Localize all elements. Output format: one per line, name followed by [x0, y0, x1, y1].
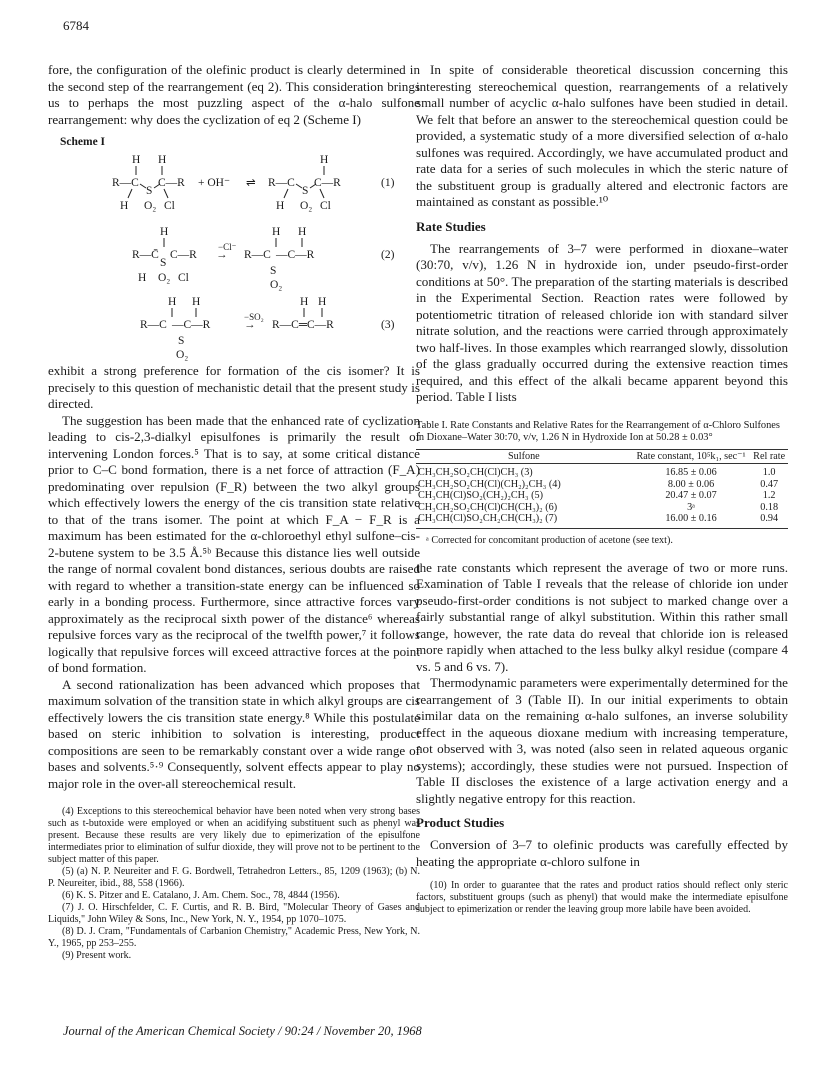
right-paragraph-1: In spite of considerable theoretical discussion concerning this interesting stereochemical question, rearrangements of a relatively small number of acyclic α-halo sulfones have been studied in detail. We felt that before an answer to the stereochemical question could be provided, a systematic study of a more diversified selection of α-halo sulfones was required. Accordingly, we have accumulated product and rate data for a series of such molecules in which the steric nature of the substituent group is gradually altered and electronic factors are maintained as constant as possible.¹⁰ [416, 62, 788, 209]
svg-text:C—R: C—R [158, 177, 185, 189]
table-cell: CH₃CH₂SO₂CH(Cl)CH₃ (3) [418, 467, 533, 479]
right-paragraph-5: Conversion of 3–7 to olefinic products was carefully effected by heating the appropriate α-chloro sulfone in [416, 837, 788, 869]
table-row [416, 490, 788, 502]
svg-text:C—R: C—R [170, 249, 197, 261]
svg-text:R—C═C—R: R—C═C—R [272, 319, 334, 331]
equation-1 [112, 154, 395, 212]
svg-text:H: H [318, 296, 327, 308]
table-cell: 8.00 ± 0.06 [667, 478, 715, 490]
footnote-9: (9) Present work. [62, 950, 132, 961]
svg-text:H: H [160, 226, 169, 238]
svg-text:H: H [320, 154, 329, 166]
table-row [416, 513, 788, 528]
table-cell: CH₃CH(Cl)SO₂(CH₂)₂CH₃ (5) [418, 490, 544, 502]
equation-3-number: (3) [381, 319, 395, 331]
svg-text:Cl: Cl [164, 200, 175, 212]
svg-text:R—C: R—C [112, 177, 139, 189]
svg-text:R—C: R—C [268, 177, 295, 189]
table-cell: 16.85 ± 0.06 [665, 467, 717, 479]
table-cell: 1.0 [762, 467, 776, 479]
right-paragraph-4: Thermodynamic parameters were experimentally determined for the rearrangement of 3 (Table II). In our initial experiments to obtain similar data on the remaining α-halo sulfones, an inverse solubility effect in the aqueous dioxane medium with increasing temperature, not observed with 3, was noted (also seen in related aqueous organic systems); accordingly, these studies were not pursued. Inspection of Table II discloses the existence of a large activation energy and a slightly negative entropy for this reaction. [416, 675, 788, 806]
table-cell: 0.47 [760, 478, 779, 490]
equation-3 [140, 296, 395, 361]
svg-text:→: → [216, 249, 228, 261]
page-number: 6784 [63, 18, 89, 33]
svg-text:S: S [270, 265, 277, 277]
svg-text:R—C: R—C [244, 249, 271, 261]
left-paragraph-4: A second rationalization has been advanced which proposes that maximum solvation of the transition state in which alkyl groups are cis effectively lowers the cis transition state energy.⁸ While this postulate based on steric inhibition to solvation is interesting, product compositions are seen to be remarkably constant over a wide range of bases and solvents.⁵·⁹ Consequently, solvent effects appear to play no major role in the over-all stereochemical result. [48, 676, 421, 791]
right-paragraph-3: the rate constants which represent the average of two or more runs. Examination of Table I reveals that the release of chloride ion under pseudo-first-order conditions is not subject to marked change over a fairly substantial range of alkyl substitution. Within this rather small range, however, the rate data do reveal that chloride ion is released more rapidly when attached to the less bulky alkyl residue (compare 4 vs. 5 and 6 vs. 7). [416, 559, 788, 674]
svg-text:H: H [132, 154, 141, 166]
svg-text:S: S [302, 185, 309, 197]
svg-text:H: H [158, 154, 167, 166]
svg-text:Cl: Cl [320, 200, 331, 212]
left-paragraph-1: fore, the configuration of the olefinic product is clearly determined in the second step of the rearrangement (eq 2). This consideration brings us to perhaps the most puzzling aspect of the α-halo sulfone rearrangement: why does the cyclization of eq 2 (Scheme I) [48, 62, 420, 127]
table-cell: 16.00 ± 0.16 [665, 513, 717, 525]
svg-text:S: S [178, 335, 185, 347]
svg-text:O₂: O₂ [144, 200, 157, 212]
svg-text:H: H [298, 226, 307, 238]
svg-text:O₂: O₂ [176, 349, 189, 361]
table-row [416, 502, 788, 514]
svg-text:⇌: ⇌ [246, 177, 256, 189]
svg-text:—C—R: —C—R [172, 319, 211, 331]
svg-text:H: H [300, 296, 309, 308]
footnote-4: (4) Exceptions to this stereochemical behavior have been noted when very strong bases such as t-butoxide were employed or when an acidifying substituent such as phenyl was present. Because these results are very likely due to epimerization of the episulfone intermediates prior to elimination of sulfur dioxide, they will prove not to be pertinent to the subject matter of this paper. [48, 806, 420, 865]
equation-1-number: (1) [381, 177, 395, 189]
svg-text:R—C̄: R—C̄ [132, 249, 159, 261]
svg-text:O₂: O₂ [158, 272, 171, 284]
svg-text:O₂: O₂ [300, 200, 313, 212]
rate-table [416, 449, 788, 529]
svg-text:C—R: C—R [314, 177, 341, 189]
svg-text:O₂: O₂ [270, 279, 283, 291]
svg-text:H: H [138, 272, 147, 284]
table-cell: CH₃CH₂SO₂CH(Cl)(CH₂)₂CH₃ (4) [418, 478, 561, 490]
footnote-6: (6) K. S. Pitzer and E. Catalano, J. Am. Chem. Soc., 78, 4844 (1956). [62, 890, 340, 901]
table-cell: CH₃CH₂SO₂CH(Cl)CH(CH₃)₂ (6) [418, 501, 558, 513]
left-footnotes [48, 806, 420, 962]
svg-text:R—C: R—C [140, 319, 167, 331]
svg-text:H: H [192, 296, 201, 308]
product-studies-heading: Product Studies [416, 815, 505, 831]
table-cell: 1.2 [762, 490, 776, 502]
right-paragraph-2: The rearrangements of 3–7 were performed in dioxane–water (30:70, v/v), 1.26 N in hydroxide ion, under pseudo-first-order conditions at 50°. The preparation of the starting materials is described in the Experimental Section. Reaction rates were followed by potentiometric titration of released chloride ion with standard silver nitrate solution, and the reactions were carried through approximately two half-lives. In those examples which rearranged slowly, dissolution of the glass gradually occurred during the extensive reaction times required, and this effect of the alkali became apparent beyond this period. Table I lists [416, 240, 788, 404]
equation-2-number: (2) [381, 249, 395, 261]
reaction-scheme [48, 148, 420, 363]
journal-footer: Journal of the American Chemical Society / 90:24 / November 20, 1968 [63, 1024, 422, 1038]
svg-text:−SO₂: −SO₂ [244, 312, 264, 322]
svg-text:→: → [244, 319, 256, 331]
footnote-7: (7) J. O. Hirschfelder, C. F. Curtis, and R. B. Bird, "Molecular Theory of Gases and Liquids," John Wiley & Sons, Inc., New York, N. Y., 1954, pp 1070–1075. [48, 902, 420, 925]
svg-text:H: H [272, 226, 281, 238]
svg-text:H: H [276, 200, 285, 212]
svg-text:H: H [120, 200, 129, 212]
table-cell: 3ᵃ [687, 501, 695, 513]
table-caption: Table I. Rate Constants and Relative Rates for the Rearrangement of α-Chloro Sulfones in Dioxane–Water 30:70, v/v, 1.26 N in Hydroxide Ion at 50.28 ± 0.03° [416, 419, 780, 444]
svg-text:S: S [160, 257, 167, 269]
svg-text:S: S [146, 185, 153, 197]
table-cell: 0.18 [760, 501, 779, 513]
left-paragraph-3: The suggestion has been made that the enhanced rate of cyclization leading to cis-2,3-dialkyl episulfones is primarily the result of intervening London forces.⁵ That is to say, at some critical distance prior to C–C bond formation, there is a net force of attraction (F_A) predominating over repulsion (F_R) between the two alkyl groups which effectively lowers the energy of the cis transition state relative to that of the trans isomer. The point at which F_A − F_R is a maximum has been estimated for the α-chloroethyl ethyl sulfone–cis-2-butene system to be 3.5 Å.⁵ᵇ Because this distance lies well outside the range of normal covalent bond distances, serious doubts are raised with regard to whether a transition-state energy can be influenced so early in a bonding process. Furthermore, since attractive forces vary approximately as the reciprocal sixth power of the distance⁶ whereas repulsive forces vary as the reciprocal of the twelfth power,⁷ it follows logically that repulsive forces will exceed attractive forces at the point of bond formation. [48, 412, 420, 675]
svg-text:Cl: Cl [178, 272, 189, 284]
footnote-5: (5) (a) N. P. Neureiter and F. G. Bordwell, Tetrahedron Letters., 85, 1209 (1963); (b) N. P. Neureiter, ibid., 88, 558 (1966). [48, 866, 420, 889]
table-row [416, 464, 788, 479]
svg-text:+ OH⁻: + OH⁻ [198, 177, 231, 189]
table-header-rel: Rel rate [753, 450, 786, 462]
svg-text:H: H [168, 296, 177, 308]
scheme-label: Scheme I [60, 136, 106, 148]
table-cell: 20.47 ± 0.07 [665, 490, 717, 502]
table-row [416, 479, 788, 491]
equation-2 [132, 226, 395, 291]
table-header-sulfone: Sulfone [508, 450, 540, 462]
left-column [48, 62, 420, 962]
table-footnote: ᵃ Corrected for concomitant production of acetone (see text). [426, 534, 673, 546]
table-cell: CH₃CH(Cl)SO₂CH₂CH(CH₃)₂ (7) [418, 513, 558, 525]
left-paragraph-2: exhibit a strong preference for formation of the cis isomer? It is precisely to this question of mechanistic detail that the present study is directed. [48, 363, 420, 411]
footnote-8: (8) D. J. Cram, "Fundamentals of Carbanion Chemistry," Academic Press, New York, N. Y., 1965, pp 253–255. [48, 926, 420, 949]
table-cell: 0.94 [760, 513, 779, 525]
table-header-rate: Rate constant, 10⁵k₁, sec⁻¹ [636, 450, 746, 462]
right-column [416, 62, 788, 916]
svg-text:−Cl⁻: −Cl⁻ [218, 242, 237, 252]
table-1 [416, 420, 788, 546]
footnote-10: (10) In order to guarantee that the rates and product ratios should reflect only steric factors, substituent groups (such as phenyl) that would make the intermediate episulfone subject to epimerization or render the leaving group more labile have been avoided. [416, 880, 788, 916]
rate-studies-heading: Rate Studies [416, 218, 486, 234]
svg-text:—C—R: —C—R [276, 249, 315, 261]
